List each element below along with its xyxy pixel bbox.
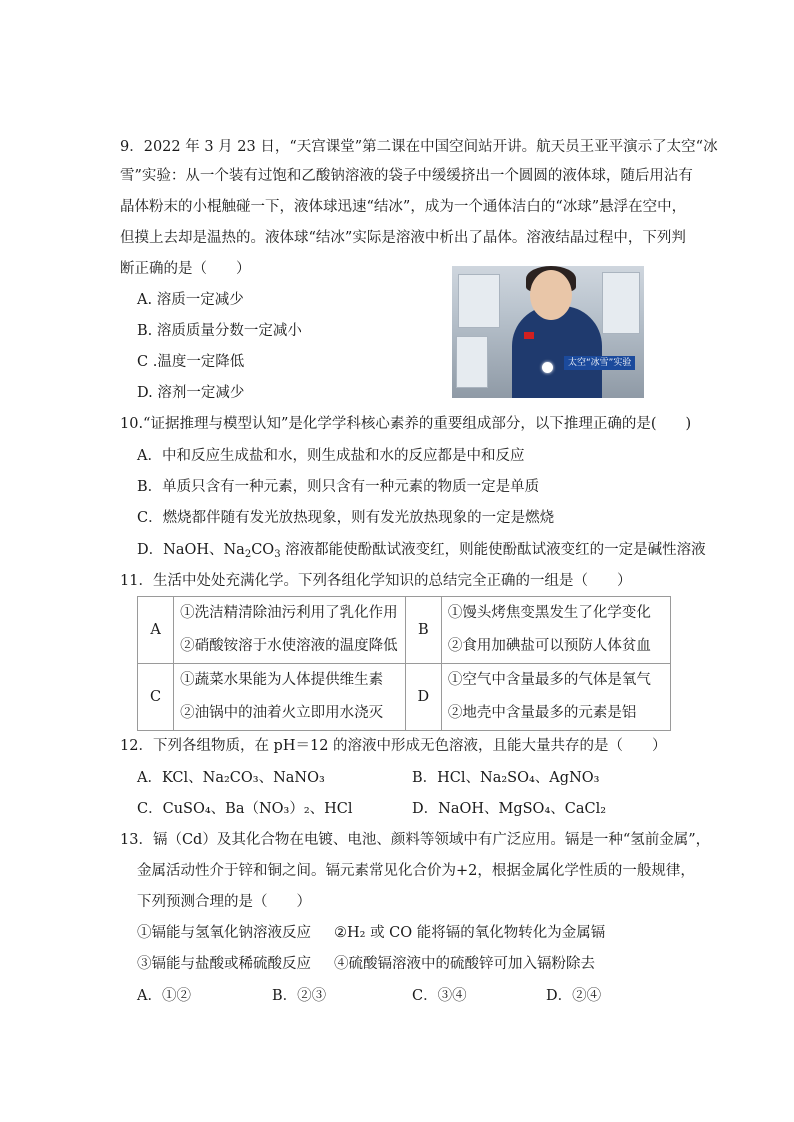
astronaut-figure xyxy=(512,306,602,398)
q10-option-d: D．NaOH、$Na_2CO_3$ 溶液都能使酚酞试液变红，则能使酚酞试液变红的一定是碱性溶液 xyxy=(137,542,706,560)
q12-option-d: D．NaOH、MgSO₄、CaCl₂ xyxy=(412,801,607,817)
q11-stem: 11．生活中处处充满化学。下列各组化学知识的总结完全正确的一组是（ ） xyxy=(120,573,632,589)
q10-option-b: B．单质只含有一种元素，则只含有一种元素的物质一定是单质 xyxy=(137,479,540,495)
q13-line-3: 下列预测合理的是（ ） xyxy=(137,894,311,910)
q13-option-c: C．③④ xyxy=(412,988,467,1004)
q11-label-b: B xyxy=(405,597,441,664)
space-experiment-photo xyxy=(452,266,644,398)
q13-statement-2: ②H₂ 或 CO 能将镉的氧化物转化为金属镉 xyxy=(334,925,606,941)
q12-stem: 12．下列各组物质，在 pH＝12 的溶液中形成无色溶液，且能大量共存的是（ ） xyxy=(120,738,667,754)
ice-ball xyxy=(542,362,553,373)
q9-line-4: 但摸上去却是温热的。液体球“结冰”实际是溶液中析出了晶体。溶液结晶过程中，下列判 xyxy=(120,230,686,246)
q11-cell-b: ①馒头烤焦变黑发生了化学变化 ②食用加碘盐可以预防人体贫血 xyxy=(441,597,670,664)
q9-option-a: A. 溶质一定减少 xyxy=(137,292,244,308)
q9-option-b: B. 溶质质量分数一定减小 xyxy=(137,323,302,339)
q13-line-1: 13．镉（Cd）及其化合物在电镀、电池、颜料等领域中有广泛应用。镉是一种“氢前金属”， xyxy=(120,832,711,848)
q9-line-5: 断正确的是（ ） xyxy=(120,261,251,277)
q11-table xyxy=(137,596,671,731)
q13-option-d: D．②④ xyxy=(546,988,602,1004)
flag-patch xyxy=(524,332,534,339)
q13-line-2: 金属活动性介于锌和铜之间。镉元素常见化合价为+2，根据金属化学性质的一般规律， xyxy=(137,863,695,879)
q9-line-2: 雪”实验：从一个装有过饱和乙酸钠溶液的袋子中缓缓挤出一个圆圆的液体球，随后用沾有 xyxy=(120,168,693,184)
photo-caption: 太空“冰雪”实验 xyxy=(564,356,635,370)
q13-statement-1: ①镉能与氢氧化钠溶液反应 xyxy=(137,925,311,941)
q13-statement-3: ③镉能与盐酸或稀硫酸反应 xyxy=(137,956,311,972)
q11-cell-a: ①洗洁精清除油污利用了乳化作用 ②硝酸铵溶于水使溶液的温度降低 xyxy=(174,597,406,664)
q9-line-3: 晶体粉末的小棍触碰一下，液体球迅速“结冰”，成为一个通体洁白的“冰球”悬浮在空中， xyxy=(120,199,687,215)
q12-option-b: B．HCl、Na₂SO₄、AgNO₃ xyxy=(412,770,600,786)
q13-statement-4: ④硫酸镉溶液中的硫酸锌可加入镉粉除去 xyxy=(334,956,595,972)
q10-option-c: C．燃烧都伴随有发光放热现象，则有发光放热现象的一定是燃烧 xyxy=(137,510,555,526)
q13-option-b: B．②③ xyxy=(272,988,327,1004)
q10-stem: 10.“证据推理与模型认知”是化学学科核心素养的重要组成部分，以下推理正确的是( ) xyxy=(120,416,692,432)
q11-cell-d: ①空气中含量最多的气体是氧气 ②地壳中含量最多的元素是铝 xyxy=(441,664,670,731)
q11-label-d: D xyxy=(405,664,441,731)
q11-cell-c: ①蔬菜水果能为人体提供维生素 ②油锅中的油着火立即用水浇灭 xyxy=(174,664,406,731)
q9-option-d: D. 溶剂一定减少 xyxy=(137,385,245,401)
q12-option-a: A．KCl、Na₂CO₃、NaNO₃ xyxy=(137,770,325,786)
q9-line-1: 9．2022 年 3 月 23 日，“天宫课堂”第二课在中国空间站开讲。航天员王亚平演示了太空“冰 xyxy=(120,139,718,155)
q11-label-c: C xyxy=(138,664,174,731)
q13-option-a: A．①② xyxy=(137,988,191,1004)
q9-option-c: C .温度一定降低 xyxy=(137,354,245,370)
q10-option-a: A．中和反应生成盐和水，则生成盐和水的反应都是中和反应 xyxy=(137,448,525,464)
q12-option-c: C．CuSO₄、Ba（NO₃）₂、HCl xyxy=(137,801,353,817)
q11-label-a: A xyxy=(138,597,174,664)
